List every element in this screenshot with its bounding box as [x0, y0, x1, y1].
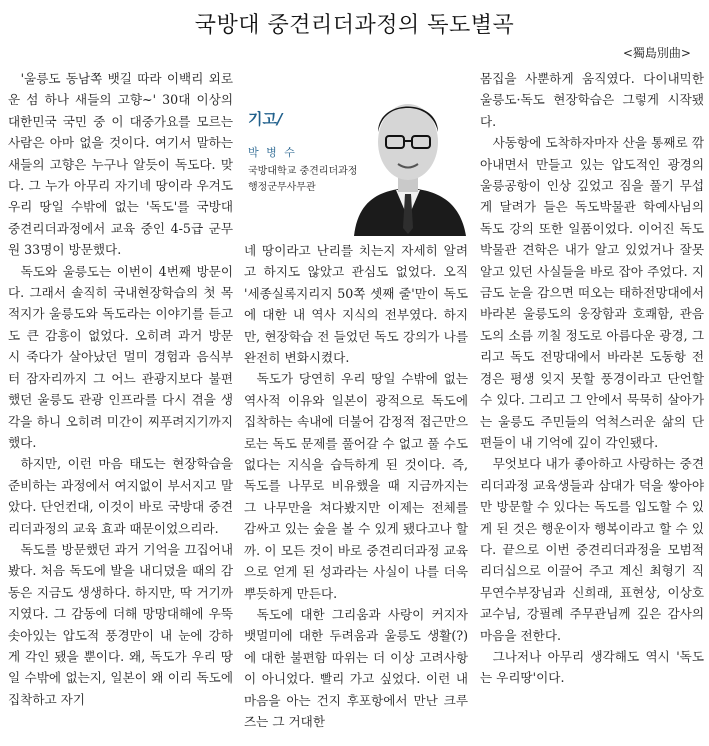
author-affiliation [248, 164, 357, 196]
paragraph: 독도와 울릉도는 이번이 4번째 방문이다. 그래서 솔직히 국내현장학습의 첫 목적지가 울릉도와 독도라는 이야기를 듣고도 큰 감흥이 없었다. 오히려 과거 방문 시 죽다가 살아났던 멀미 경험과 음식부터 잠자리까지 그 어느 관광지보다 불편했던 울릉도 관광 인프라를 다시 겪을 생각을 하니 오히려 미간이 찌푸려지기까지 했다. [8, 263, 233, 450]
text-column-left [8, 68, 233, 742]
paragraph: 무엇보다 내가 좋아하고 사랑하는 중견리더과정 교육생들과 삼대가 덕을 쌓아야만 방문할 수 있다는 독도를 입도할 수 있게 된 것은 행운이자 행복이라고 할 수 있다. 끝으로 이번 중견리더과정을 모범적 리더십으로 이끌어 주고 계신 최형기 직무연수부장님과 신희래, 표현상, 이상호 교수님, 강필례 주무관님께 깊은 감사의 마음을 전한다. [480, 456, 704, 643]
column-label-text: 기고 [248, 110, 277, 128]
paragraph: 몸집을 사뿐하게 움직였다. 다이내믹한 울릉도·독도 현장학습은 그렇게 시작됐다. [480, 71, 704, 129]
article-subtitle: <獨島別曲> [622, 46, 691, 60]
slash-icon: / [276, 110, 283, 128]
text-column-right [480, 68, 704, 742]
paragraph: 독도를 방문했던 과거 기억을 끄집어내봤다. 처음 독도에 발을 내디뎠을 때의 감동은 지금도 생생하다. 하지만, 딱 거기까지였다. 그 감동에 더해 망망대해에 우뚝 솟아있는 압도적 풍경만이 내 눈에 강하게 각인 됐을 뿐이다. 왜, 독도가 우리 땅 일 수밖에 없는지, 일본이 왜 이리 독도에 집착하고 자기 [8, 541, 233, 707]
author-portrait [350, 68, 468, 236]
paragraph: 하지만, 이런 마음 태도는 현장학습을 준비하는 과정에서 여지없이 부서지고 말았다. 단언컨대, 이것이 바로 국방대 중견리더과정의 교육 효과 때문이었으리라. [8, 456, 233, 536]
paragraph: 네 땅이라고 난리를 치는지 자세히 알려고 하지도 않았고 관심도 없었다. 오직 '세종실록지리지 50쪽 셋째 줄'만이 독도에 대한 내 역사 지식의 전부였다. 하지만, 현장학습 전 들었던 독도 강의가 나를 완전히 변화시켰다. [244, 243, 468, 366]
paragraph: 독도에 대한 그리움과 사랑이 커지자 뱃멀미에 대한 두려움과 울릉도 생활(?)에 대한 불편함 따위는 더 이상 고려사항이 아니었다. 빨리 가고 싶었다. 이런 내 마음을 아는 건지 후포항에서 만난 크루즈는 그 거대한 [244, 606, 468, 729]
column-label [248, 108, 282, 129]
text-column-middle [244, 240, 468, 742]
paragraph: 독도가 당연히 우리 땅일 수밖에 없는 역사적 이유와 일본이 광적으로 독도에 집착하는 속내에 더불어 감정적 접근만으로는 독도 문제를 풀어갈 수 없고 풀 수도 없다는 지식을 습득하게 된 것이다. 즉, 독도를 나무로 비유했을 때 지금까지는 그 나무만을 쳐다봤지만 이제는 전체를 감싸고 있는 숲을 볼 수 있게 됐다고나 할까. 이 모든 것이 바로 중견리더과정 교육으로 얻게 된 성과라는 사실이 나를 더욱 뿌듯하게 만든다. [244, 371, 468, 601]
paragraph: '울릉도 동남쪽 뱃길 따라 이백리 외로운 섬 하나 새들의 고향~' 30대 이상의 대한민국 국민 중 이 대중가요를 모르는 사람은 아마 없을 것이다. 여기서 말하는 새들의 고향은 누구나 알듯이 독도다. 맞다. 그 누가 아무리 자기네 땅이라 우겨도 우리 땅일 수밖에 없는 '독도'를 국방대 중견리더과정에서 교육 중인 4-5급 군무원 33명이 방문했다. [8, 71, 233, 258]
affiliation-line-1: 국방대학교 중견리더과정 [248, 166, 358, 177]
article-title: 국방대 중견리더과정의 독도별곡 [194, 13, 515, 38]
author-box [244, 68, 468, 236]
paragraph: 그나저나 아무리 생각해도 역시 '독도는 우리땅'이다. [480, 648, 704, 686]
affiliation-line-2: 행정군무사무관 [248, 182, 316, 193]
author-name: 박 병 수 [248, 146, 297, 159]
paragraph: 사동항에 도착하자마자 산을 통째로 깎아내면서 만들고 있는 압도적인 광경의 울릉공항이 인상 깊었고 짐을 풀기 무섭게 달려가 들은 독도박물관 학예사님의 독도 강의 또한 일품이었다. 이어진 독도박물관 견학은 내가 알고 있었거나 잘못 알고 있던 사실들을 바로 잡아 주었다. 지금도 눈을 감으면 떠오는 태하전망대에서 바라본 울릉도의 웅장함과 호쾌함, 관음도의 소름 끼칠 정도로 아름다운 광경, 그리고 독도 전망대에서 바라본 도동항 전경은 평생 잊지 못할 풍경이라고 단언할 수 있다. 그리고 그 안에서 묵묵히 살아가는 울릉도 주민들의 억척스러운 삶의 단편들이 내 기억에 깊이 각인됐다. [480, 135, 704, 450]
